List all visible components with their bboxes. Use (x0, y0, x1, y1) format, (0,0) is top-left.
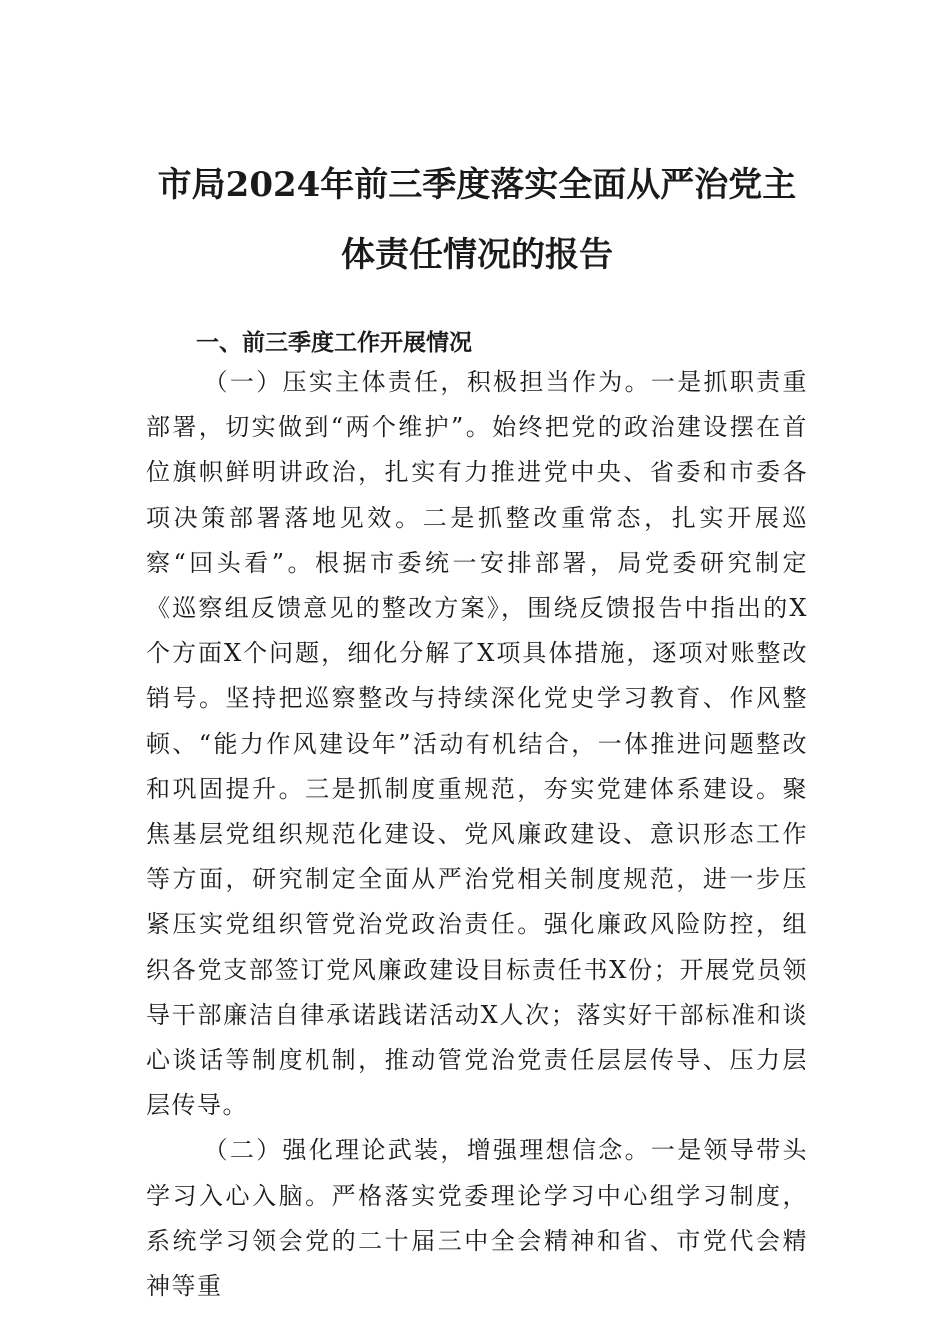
paragraph-2: （二）强化理论武装，增强理想信念。一是领导带头学习入心入脑。严格落实党委理论学习中心组学习制度，系统学习领会党的二十届三中全会精神和省、市党代会精神等重 (146, 1136, 808, 1301)
section-heading-1: 一、前三季度工作开展情况 (196, 330, 472, 356)
title-line-2: 体责任情况的报告 (341, 235, 613, 275)
document-title (146, 150, 808, 290)
title-line-1: 市局2024年前三季度落实全面从严治党主 (157, 165, 797, 205)
document-page (146, 150, 808, 1309)
paragraph-1: （一）压实主体责任，积极担当作为。一是抓职责重部署，切实做到“两个维护”。始终把党的政治建设摆在首位旗帜鲜明讲政治，扎实有力推进党中央、省委和市委各项决策部署落地见效。二是抓整改重常态，扎实开展巡察“回头看”。根据市委统一安排部署，局党委研究制定《巡察组反馈意见的整改方案》，围绕反馈报告中指出的X个方面X个问题，细化分解了X项具体措施，逐项对账整改销号。坚持把巡察整改与持续深化党史学习教育、作风整顿、“能力作风建设年”活动有机结合，一体推进问题整改和巩固提升。三是抓制度重规范，夯实党建体系建设。聚焦基层党组织规范化建设、党风廉政建设、意识形态工作等方面，研究制定全面从严治党相关制度规范，进一步压紧压实党组织管党治党政治责任。强化廉政风险防控，组织各党支部签订党风廉政建设目标责任书X份；开展党员领导干部廉洁自律承诺践诺活动X人次；落实好干部标准和谈心谈话等制度机制，推动管党治党责任层层传导、压力层层传导。 (146, 368, 808, 1120)
